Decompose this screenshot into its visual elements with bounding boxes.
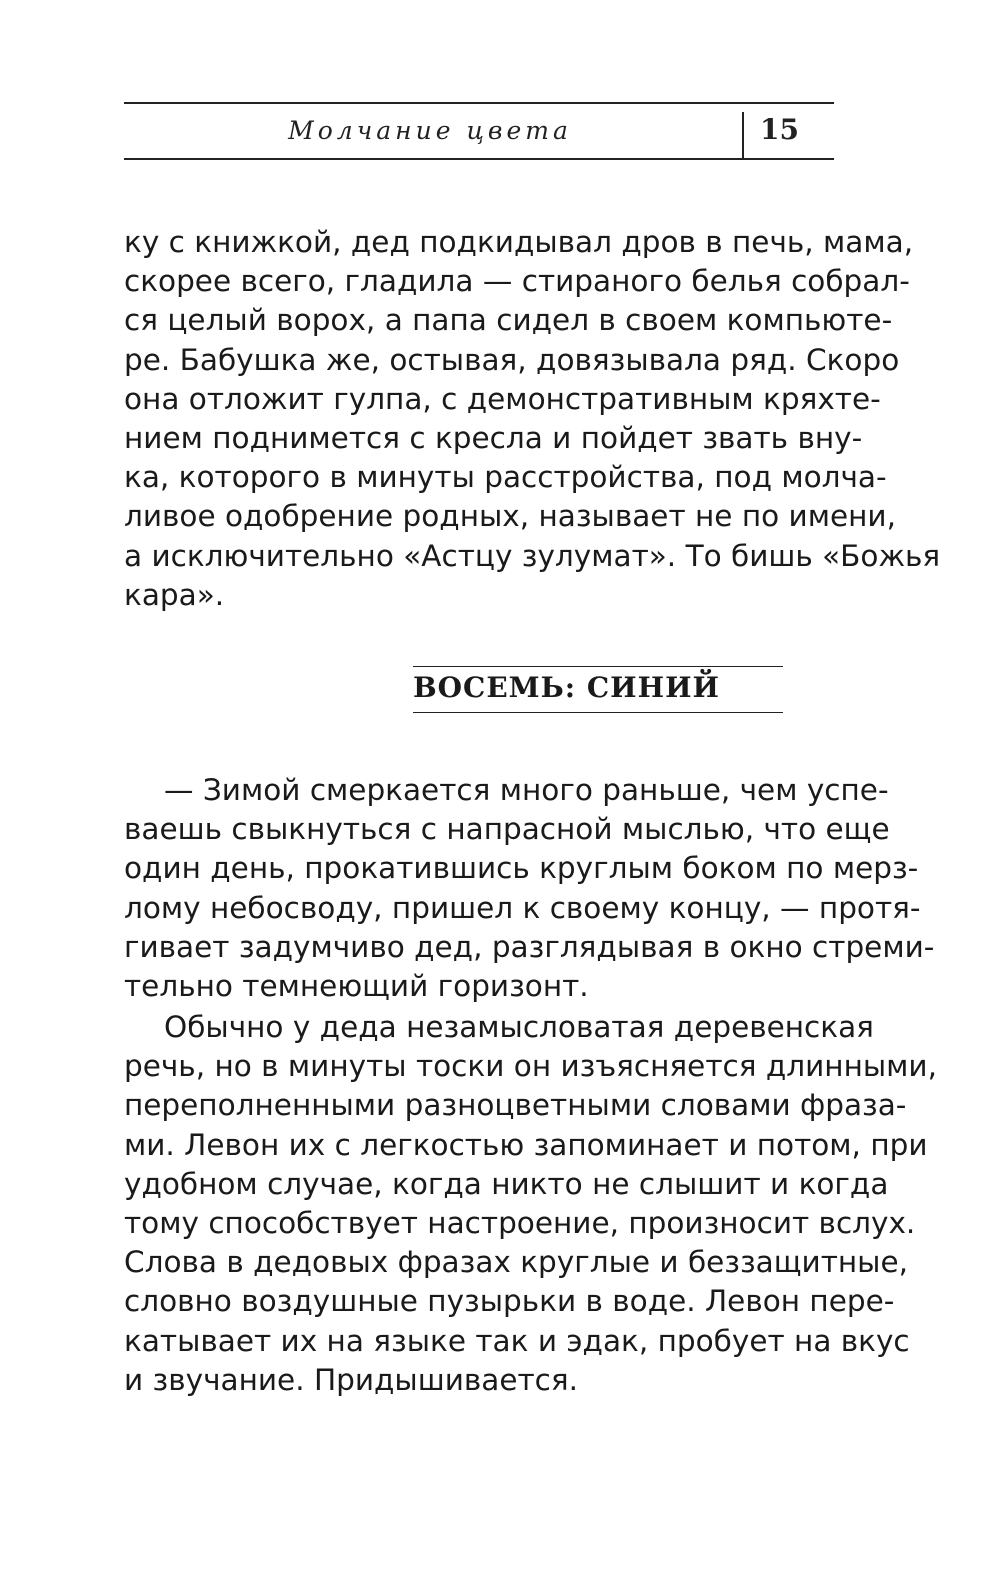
header-divider (742, 112, 744, 158)
text-line: ре. Бабушка же, остывая, довязывала ряд. Скоро (124, 342, 900, 377)
text-line: кара». (124, 577, 225, 612)
paragraph-dialogue (124, 771, 935, 1006)
text-line: ми. Левон их с легкостью запоминает и потом, при (124, 1127, 928, 1162)
text-line: тельно темнеющий горизонт. (124, 968, 589, 1003)
paragraph-continued (124, 223, 941, 615)
text-line: она отложит гулпа, с демонстративным кряхте- (124, 381, 881, 416)
chapter-heading (413, 666, 783, 713)
running-header (124, 102, 834, 160)
text-line: лому небосводу, пришел к своему концу, — протя- (124, 890, 921, 925)
chapter-title: ВОСЕМЬ: СИНИЙ (413, 671, 720, 704)
text-line: Обычно у деда незамысловатая деревенская (164, 1010, 874, 1044)
running-title: Молчание цвета (288, 116, 572, 145)
text-line: скорее всего, гладила — стираного белья собрал- (124, 264, 910, 299)
text-line: и звучание. Придышивается. (124, 1362, 579, 1397)
text-line: тому способствует настроение, произносит вслух. (124, 1205, 916, 1240)
text-line: гивает задумчиво дед, разглядывая в окно стреми- (124, 929, 935, 964)
text-line: катывает их на языке так и эдак, пробует на вкус (124, 1323, 910, 1358)
text-line: Слова в дедовых фразах круглые и беззащитные, (124, 1245, 908, 1280)
text-line: переполненными разноцветными словами фраза- (124, 1088, 907, 1123)
text-line: ливое одобрение родных, называет не по имени, (124, 499, 896, 534)
text-line: удобном случае, когда никто не слышит и когда (124, 1166, 889, 1201)
text-line: один день, прокатившись круглым боком по мерз- (124, 851, 919, 886)
text-line: ка, которого в минуты расстройства, под молча- (124, 460, 887, 495)
text-line: речь, но в минуты тоски он изъясняется длинными, (124, 1049, 937, 1084)
text-line: нием поднимется с кресла и пойдет звать вну- (124, 420, 863, 455)
text-line: ваешь свыкнуться с напрасной мыслью, что еще (124, 812, 890, 847)
text-line: ся целый ворох, а папа сидел в своем компьюте- (124, 303, 893, 338)
text-line: — Зимой смеркается много раньше, чем успе- (164, 773, 889, 807)
text-line: ку с книжкой, дед подкидывал дров в печь, мама, (124, 225, 914, 259)
text-line: а исключительно «Астцу зулумат». То бишь «Божья (124, 538, 941, 573)
text-line: словно воздушные пузырьки в воде. Левон пере- (124, 1284, 895, 1319)
paragraph-body (124, 1008, 937, 1400)
page-number: 15 (760, 113, 799, 146)
